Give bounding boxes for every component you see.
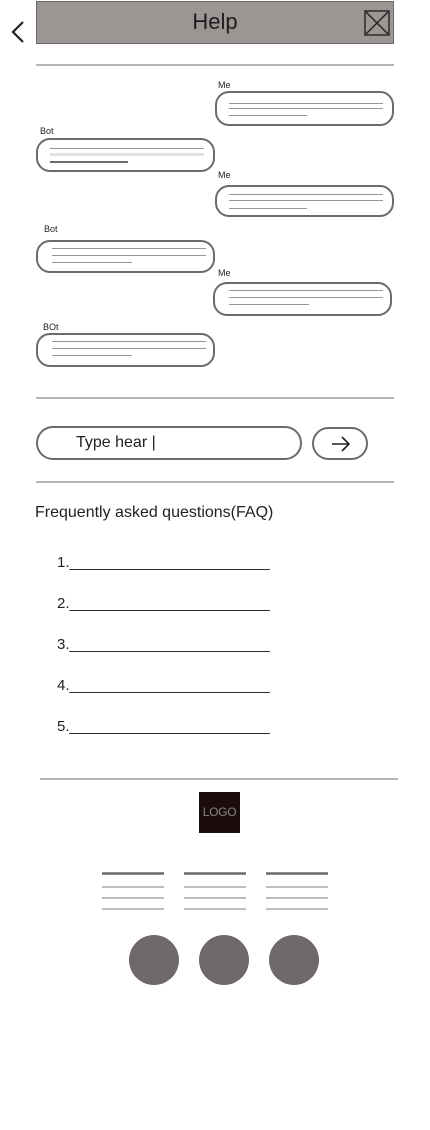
footer-logo: LOGO xyxy=(199,792,240,833)
message-sender-label: Bot xyxy=(44,224,58,234)
social-icon[interactable] xyxy=(199,935,249,985)
divider xyxy=(36,64,394,66)
message-sender-label: Me xyxy=(218,170,231,180)
message-sender-label: BOt xyxy=(43,322,59,332)
footer-link-group[interactable] xyxy=(266,872,328,912)
user-message-bubble xyxy=(215,185,394,217)
chat-message-input[interactable] xyxy=(36,426,302,460)
divider xyxy=(36,481,394,483)
bot-message-bubble xyxy=(36,240,215,273)
message-sender-label: Bot xyxy=(40,126,54,136)
faq-item[interactable]: 3.________________________ xyxy=(57,636,270,653)
social-icon[interactable] xyxy=(269,935,319,985)
divider xyxy=(36,397,394,399)
user-message-bubble xyxy=(213,282,392,316)
message-sender-label: Me xyxy=(218,80,231,90)
faq-item[interactable]: 1.________________________ xyxy=(57,554,270,571)
send-button[interactable] xyxy=(312,427,368,460)
faq-heading: Frequently asked questions(FAQ) xyxy=(35,504,274,521)
header-bar xyxy=(36,1,394,44)
footer-link-group[interactable] xyxy=(184,872,246,912)
footer-link-group[interactable] xyxy=(102,872,164,912)
arrow-right-icon xyxy=(314,429,366,458)
close-icon[interactable] xyxy=(364,10,390,36)
divider xyxy=(40,778,398,780)
back-chevron-icon[interactable] xyxy=(6,18,30,46)
page-title: Help xyxy=(192,9,238,34)
message-sender-label: Me xyxy=(218,268,231,278)
user-message-bubble xyxy=(215,91,394,126)
faq-item[interactable]: 5.________________________ xyxy=(57,718,270,735)
social-icon[interactable] xyxy=(129,935,179,985)
bot-message-bubble xyxy=(36,138,215,172)
faq-item[interactable]: 2.________________________ xyxy=(57,595,270,612)
bot-message-bubble xyxy=(36,333,215,367)
faq-item[interactable]: 4.________________________ xyxy=(57,677,270,694)
